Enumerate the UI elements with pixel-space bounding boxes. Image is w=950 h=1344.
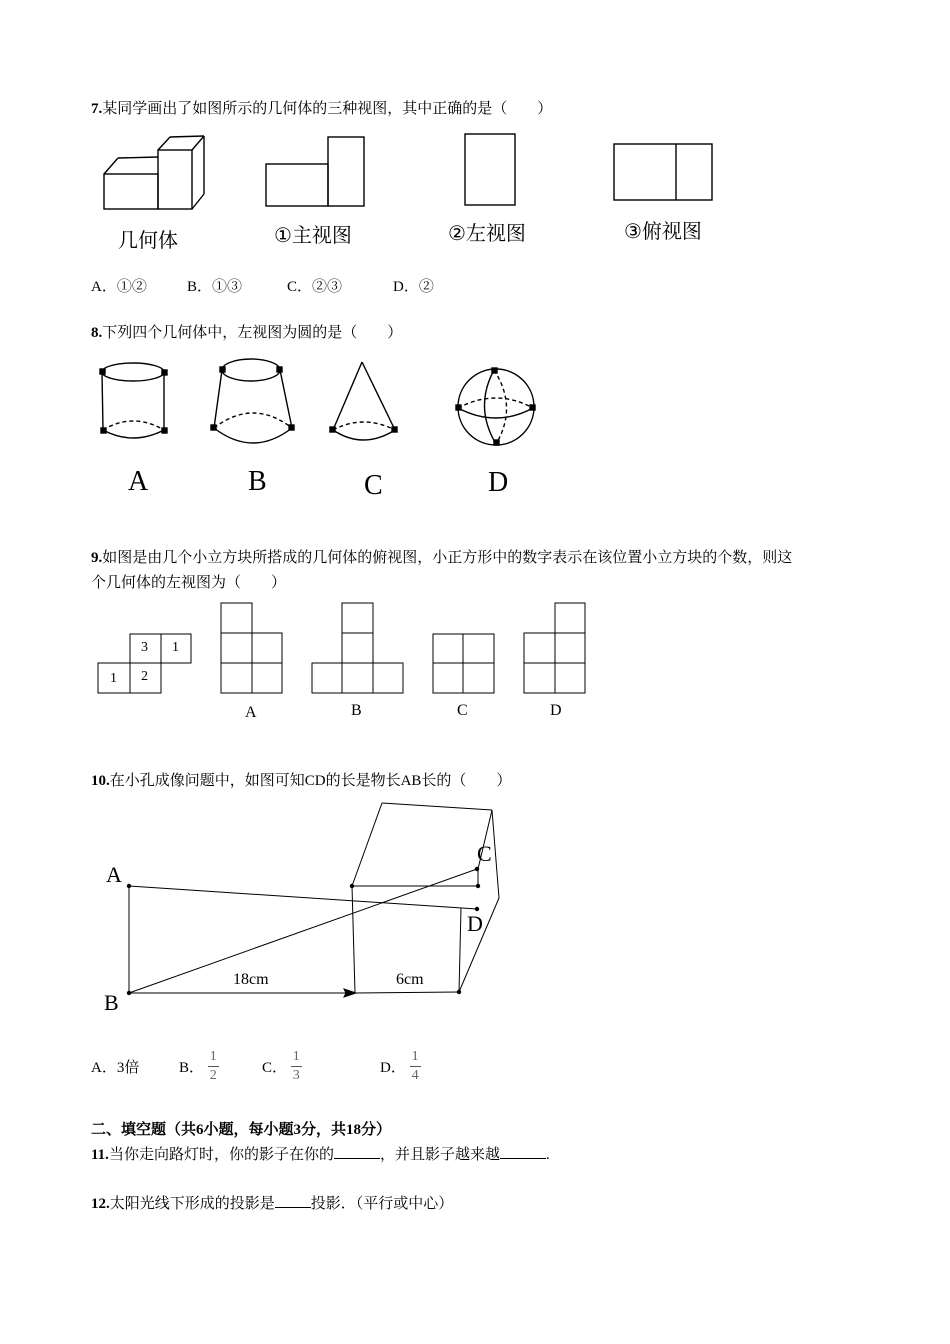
q11-text: 11.当你走向路灯时，你的影子在你的 ，并且影子越来越 . (91, 1147, 550, 1163)
q7-option-a[interactable]: A．①② (91, 279, 147, 295)
q8-label-b: B (248, 466, 267, 497)
point-b-label: B (104, 990, 119, 1015)
q8-label-a: A (128, 466, 149, 497)
q10-option-b[interactable]: B． $\frac{1}{2}$ (179, 1049, 217, 1083)
q8-label-c: C (364, 470, 383, 501)
q7-option-b[interactable]: B．①③ (187, 279, 243, 295)
q12-blank (275, 1207, 311, 1208)
caption-front-view: ①主视图 (274, 223, 352, 247)
caption-solid: 几何体 (118, 228, 178, 252)
q9-text-line2: 个几何体的左视图为（ ） (91, 575, 287, 591)
grid-number: 1 (172, 640, 179, 655)
q9-label-d: D (550, 702, 562, 719)
section-title: 二、填空题（共6小题，每小题3分，共18分） (91, 1122, 392, 1138)
point-d-label: D (467, 911, 483, 936)
q9-label-b: B (351, 702, 362, 719)
q8-text: 8.下列四个几何体中，左视图为圆的是（ ） (91, 325, 403, 341)
q8-label-d: D (488, 467, 509, 498)
grid-number: 1 (110, 671, 117, 686)
grid-number: 3 (141, 640, 148, 655)
fraction-third: $\frac{1}{3}$ (292, 1049, 300, 1083)
point-c-label: C (477, 841, 492, 866)
grid-number: 2 (141, 669, 148, 684)
q9-label-c: C (457, 702, 468, 719)
length-18cm: 18cm (233, 971, 269, 988)
caption-top-view: ③俯视图 (624, 219, 702, 243)
length-6cm: 6cm (396, 971, 424, 988)
fraction-half: $\frac{1}{2}$ (209, 1049, 217, 1083)
fraction-quarter: $\frac{1}{4}$ (411, 1049, 419, 1083)
caption-left-view: ②左视图 (448, 221, 526, 245)
point-a-label: A (106, 862, 122, 887)
q12-text: 12.太阳光线下形成的投影是 投影．（平行或中心） (91, 1196, 454, 1212)
q7-option-d[interactable]: D．② (393, 279, 434, 295)
q10-option-a[interactable]: A．3倍 (91, 1060, 140, 1076)
q10-text: 10.在小孔成像问题中，如图可知CD的长是物长AB长的（ ） (91, 773, 512, 789)
q9-label-a: A (245, 704, 257, 721)
q7-option-c[interactable]: C．②③ (287, 279, 343, 295)
q11-blank-2 (500, 1158, 546, 1159)
q11-blank-1 (334, 1158, 380, 1159)
q10-option-c[interactable]: C． $\frac{1}{3}$ (262, 1049, 300, 1083)
q7-text: 7.某同学画出了如图所示的几何体的三种视图，其中正确的是（ ） (91, 101, 553, 117)
q9-text-line1: 9.如图是由几个小立方块所搭成的几何体的俯视图，小正方形中的数字表示在该位置小立方块的个数，则这 (91, 550, 793, 566)
q10-option-d[interactable]: D． $\frac{1}{4}$ (380, 1049, 419, 1083)
